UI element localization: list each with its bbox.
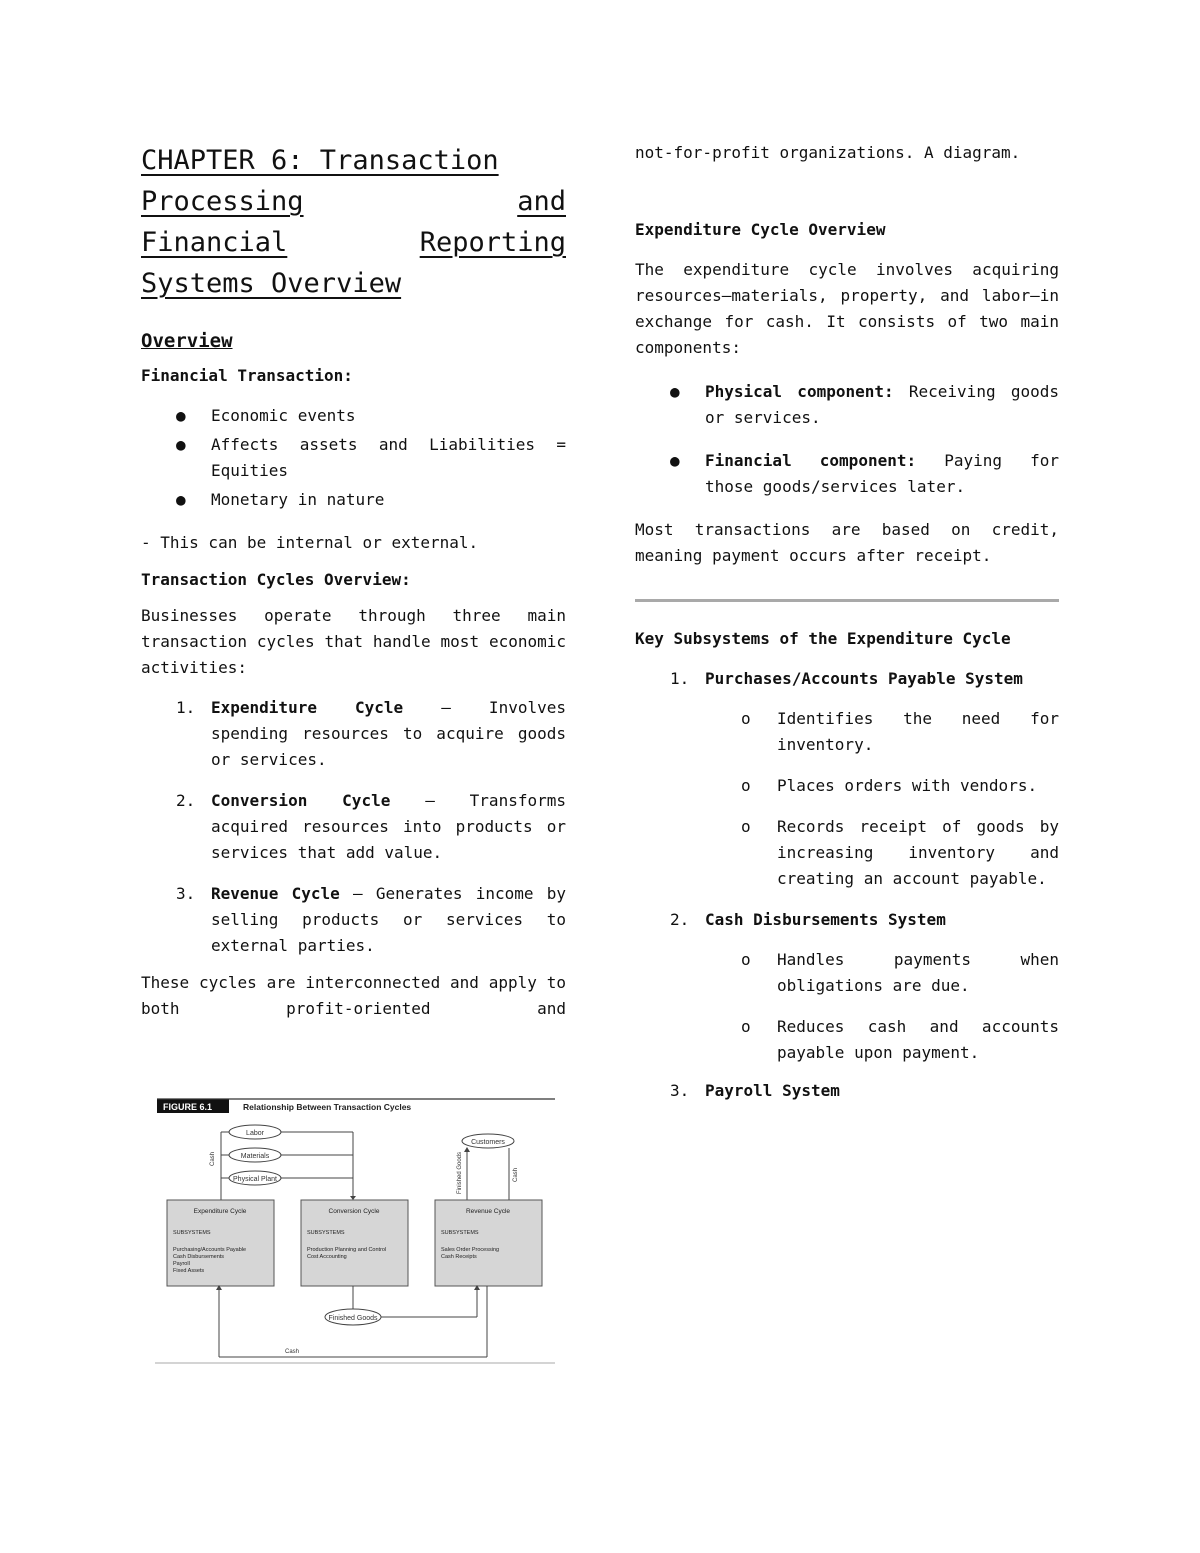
list-number: 1.	[176, 698, 196, 717]
figure-tag: FIGURE 6.1	[163, 1102, 213, 1112]
circle-bullet-icon: o	[741, 950, 751, 969]
list-item	[141, 788, 566, 866]
title-word-financial: Financial	[141, 227, 288, 258]
list-item	[635, 773, 1059, 799]
overview-heading: Overview	[141, 330, 233, 352]
bullet-icon: ●	[176, 406, 186, 425]
svg-text:Cash Disbursements: Cash Disbursements	[173, 1254, 225, 1260]
svg-text:Expenditure Cycle: Expenditure Cycle	[193, 1208, 247, 1215]
component-term: Physical component:	[705, 382, 894, 401]
circle-bullet-icon: o	[741, 817, 751, 836]
transaction-cycles-closing-continued: not-for-profit organizations. A diagram.	[635, 143, 1021, 162]
svg-text:Payroll: Payroll	[173, 1261, 190, 1267]
list-item	[635, 814, 1059, 892]
list-item	[635, 1014, 1059, 1066]
list-item	[635, 379, 1059, 431]
key-subsystems-heading: Key Subsystems of the Expenditure Cycle	[635, 629, 1011, 648]
oval-customers	[462, 1134, 514, 1148]
list-item	[141, 487, 566, 513]
cycle-term: Expenditure Cycle	[211, 698, 404, 717]
svg-text:Conversion Cycle: Conversion Cycle	[328, 1208, 380, 1215]
expenditure-overview-closing: Most transactions are based on credit, meaning payment occurs after receipt.	[635, 520, 1059, 565]
component-description: Receiving goods or services.	[705, 382, 1059, 427]
list-number: 3.	[670, 1081, 690, 1100]
svg-text:Finished Goods: Finished Goods	[328, 1315, 378, 1322]
label-cash-right: Cash	[513, 1167, 519, 1182]
transaction-cycles-closing: These cycles are interconnected and apply to both profit-oriented and	[141, 973, 566, 1018]
box-revenue-cycle	[435, 1200, 542, 1286]
cycle-term: Conversion Cycle	[211, 791, 391, 810]
circle-bullet-icon: o	[741, 776, 751, 795]
svg-text:Physical Plant: Physical Plant	[233, 1176, 277, 1183]
title-word-and: and	[517, 186, 566, 217]
list-item	[635, 706, 1059, 758]
list-item	[141, 695, 566, 773]
purchases-points	[635, 706, 1059, 892]
label-cash-bottom: Cash	[285, 1349, 300, 1355]
list-item-text: Monetary in nature	[211, 490, 385, 509]
key-subsystems-list-3	[635, 1078, 1059, 1104]
list-number: 2.	[176, 791, 196, 810]
component-term: Financial component:	[705, 451, 917, 470]
expenditure-components-list	[635, 379, 1059, 500]
subsystem-title: Purchases/Accounts Payable System	[705, 669, 1023, 688]
transaction-cycles-intro: Businesses operate through three main transaction cycles that handle most economic activities:	[141, 606, 566, 677]
cycle-description: – Generates income by selling products or services to external parties.	[211, 884, 566, 955]
transaction-cycles-figure	[155, 1094, 555, 1366]
chapter-title-line-1: CHAPTER 6: Transaction	[141, 145, 499, 176]
svg-text:Materials: Materials	[240, 1153, 270, 1160]
svg-text:Purchasing/Accounts Payable: Purchasing/Accounts Payable	[173, 1247, 247, 1253]
list-item	[635, 947, 1059, 999]
transaction-cycles-list	[141, 695, 566, 959]
circle-bullet-icon: o	[741, 1017, 751, 1036]
point-text: Identifies the need for inventory.	[777, 709, 1059, 754]
svg-text:Sales Order Processing: Sales Order Processing	[441, 1247, 500, 1253]
list-item-text: Affects assets and Liabilities = Equities	[211, 435, 566, 480]
cycle-description: – Involves spending resources to acquire goods or services.	[211, 698, 566, 769]
list-item	[635, 666, 1059, 692]
title-word-reporting: Reporting	[419, 227, 566, 258]
svg-text:Cost Accounting: Cost Accounting	[307, 1254, 347, 1260]
cash-disbursements-points	[635, 947, 1059, 1066]
title-word-processing: Processing	[141, 186, 304, 217]
component-description: Paying for those goods/services later.	[705, 451, 1060, 496]
financial-transaction-heading: Financial Transaction:	[141, 366, 353, 385]
oval-labor	[229, 1125, 281, 1139]
svg-text:SUBSYSTEMS: SUBSYSTEMS	[441, 1230, 479, 1236]
label-cash-left: Cash	[210, 1151, 216, 1166]
figure-caption: Relationship Between Transaction Cycles	[243, 1102, 412, 1112]
oval-finished-goods	[325, 1309, 381, 1325]
list-item	[141, 881, 566, 959]
label-finished-goods-right: Finished Goods	[457, 1151, 463, 1194]
financial-transaction-note: - This can be internal or external.	[141, 533, 479, 552]
svg-text:SUBSYSTEMS: SUBSYSTEMS	[307, 1230, 345, 1236]
expenditure-overview-heading: Expenditure Cycle Overview	[635, 220, 886, 239]
box-conversion-cycle	[301, 1200, 408, 1286]
chapter-title-line-4: Systems Overview	[141, 268, 402, 299]
list-item	[635, 1078, 1059, 1104]
cycle-description: – Transforms acquired resources into products or services that add value.	[211, 791, 566, 862]
point-text: Reduces cash and accounts payable upon payment.	[777, 1017, 1059, 1062]
bullet-icon: ●	[670, 382, 680, 401]
point-text: Places orders with vendors.	[777, 776, 1038, 795]
left-column	[141, 140, 566, 1022]
list-number: 2.	[670, 910, 690, 929]
point-text: Records receipt of goods by increasing inventory and creating an account payable.	[777, 817, 1059, 888]
svg-text:Production Planning and Contro: Production Planning and Control	[307, 1247, 387, 1253]
key-subsystems-list-2	[635, 907, 1059, 933]
svg-text:Fixed Assets: Fixed Assets	[173, 1268, 205, 1274]
bullet-icon: ●	[176, 435, 186, 454]
svg-text:Cash Receipts: Cash Receipts	[441, 1254, 477, 1260]
list-item	[635, 907, 1059, 933]
list-number: 3.	[176, 884, 196, 903]
list-number: 1.	[670, 669, 690, 688]
oval-physical-plant	[229, 1171, 281, 1185]
chapter-title-line-2	[141, 181, 566, 222]
box-expenditure-cycle	[167, 1200, 274, 1286]
expenditure-overview-intro: The expenditure cycle involves acquiring resources—materials, property, and labor—in exchange for cash. It consists of two main components:	[635, 260, 1059, 357]
list-item	[141, 432, 566, 484]
point-text: Handles payments when obligations are due.	[777, 950, 1059, 995]
bullet-icon: ●	[670, 451, 680, 470]
circle-bullet-icon: o	[741, 709, 751, 728]
svg-text:Revenue Cycle: Revenue Cycle	[465, 1208, 511, 1215]
key-subsystems-list	[635, 666, 1059, 692]
oval-materials	[229, 1148, 281, 1162]
bullet-icon: ●	[176, 490, 186, 509]
financial-transaction-list	[141, 403, 566, 513]
subsystem-title: Payroll System	[705, 1081, 840, 1100]
svg-text:SUBSYSTEMS: SUBSYSTEMS	[173, 1230, 211, 1236]
transaction-cycles-heading: Transaction Cycles Overview:	[141, 570, 411, 589]
svg-text:Customers: Customers	[471, 1139, 505, 1146]
list-item	[635, 448, 1059, 500]
subsystem-title: Cash Disbursements System	[705, 910, 946, 929]
right-column	[635, 140, 1059, 1119]
svg-text:Labor: Labor	[246, 1130, 264, 1137]
list-item	[141, 403, 566, 429]
chapter-title-line-3	[141, 222, 566, 263]
list-item-text: Economic events	[211, 406, 356, 425]
cycle-term: Revenue Cycle	[211, 884, 340, 903]
